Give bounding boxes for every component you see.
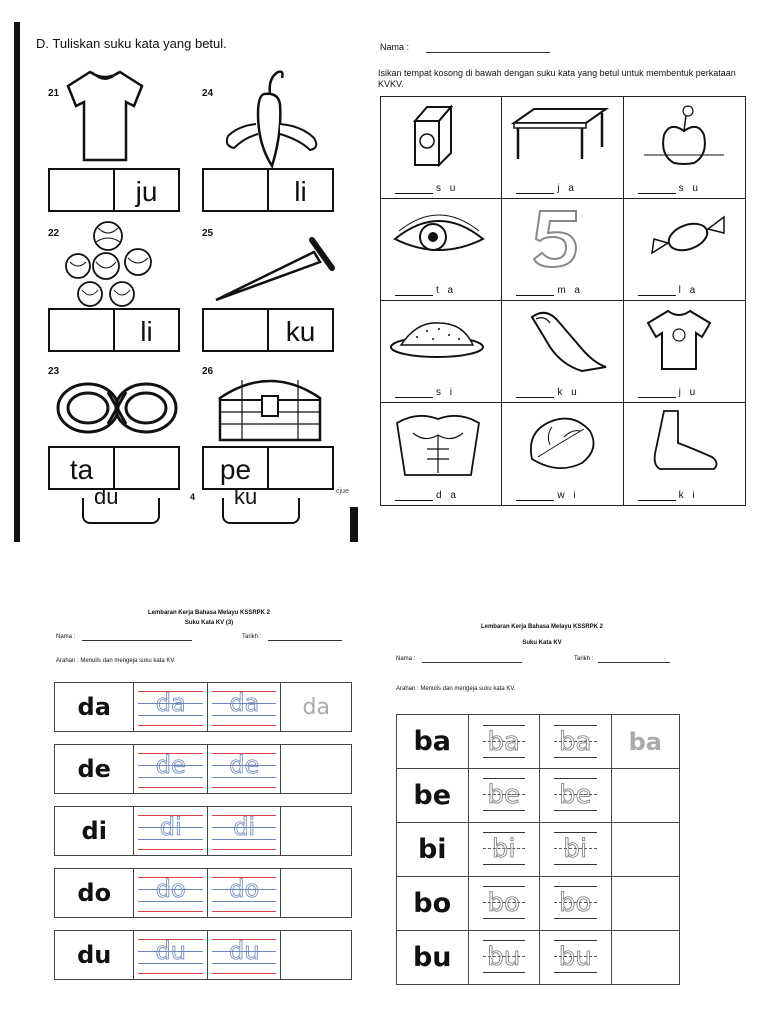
free-write-cell[interactable]: [281, 683, 351, 731]
name-input-line[interactable]: [426, 52, 550, 53]
syllable-model: [55, 807, 134, 855]
syllable-text: da: [77, 693, 111, 721]
answer-line: w i: [516, 490, 578, 501]
traceable-syllable: bo: [487, 888, 520, 918]
given-syllable: li: [267, 170, 332, 210]
answer-blank[interactable]: [638, 193, 676, 194]
guide-line: [483, 778, 526, 779]
answer-line: k u: [516, 387, 579, 398]
guide-line: [138, 849, 203, 850]
guide-line: [483, 832, 526, 833]
guide-line: [554, 940, 597, 941]
answer-line: j a: [516, 183, 577, 194]
grid-cell: [624, 403, 745, 505]
answer-blank[interactable]: [395, 397, 433, 398]
free-write-cell[interactable]: [281, 869, 351, 917]
rope-illustration: [52, 372, 182, 442]
candy-icon: [644, 205, 734, 265]
date-label: Tarikh :: [242, 634, 262, 640]
given-syllable: ta: [69, 454, 94, 485]
tracing-cell[interactable]: [134, 869, 208, 917]
picture-grid: [380, 96, 746, 506]
guide-line: [554, 972, 597, 973]
answer-blank[interactable]: [638, 500, 676, 501]
guide-line: [554, 864, 597, 865]
tracing-row: [396, 822, 680, 877]
tracing-cell[interactable]: [208, 931, 282, 979]
grid-cell: [624, 199, 745, 301]
traceable-syllable: di: [233, 813, 256, 841]
grid-cell: [502, 199, 623, 301]
traceable-syllable: bo: [559, 888, 592, 918]
answer-blank[interactable]: [516, 193, 554, 194]
tracing-cell[interactable]: [208, 683, 282, 731]
grid-cell: [624, 97, 745, 199]
tracing-row: [396, 930, 680, 985]
free-write-cell[interactable]: [612, 768, 680, 822]
table-icon: [510, 103, 610, 163]
traceable-syllable: bu: [558, 942, 592, 972]
tracing-cell[interactable]: [540, 930, 612, 984]
gray-sample-syllable: da: [302, 694, 330, 720]
syllable-model: [397, 715, 469, 768]
answer-line: j u: [638, 387, 699, 398]
guide-line: [212, 787, 277, 788]
right-border-bar: [350, 507, 358, 542]
milk-carton-icon: [401, 103, 471, 169]
free-write-cell[interactable]: [281, 745, 351, 793]
blank-syllable-slot[interactable]: [50, 310, 113, 350]
syllable-model: [55, 869, 134, 917]
given-syllable: li: [113, 310, 178, 350]
syllable-text: be: [413, 779, 452, 811]
syllable-model: [55, 683, 134, 731]
tracing-row: [54, 930, 352, 980]
traceable-syllable: be: [559, 780, 592, 810]
cabbage-icon: [522, 409, 602, 475]
worksheet-kvkv-fill-in: [378, 38, 754, 506]
guide-line: [138, 973, 203, 974]
tracing-cell[interactable]: [208, 745, 282, 793]
given-syllable: ku: [267, 310, 332, 350]
answer-blank[interactable]: [516, 397, 554, 398]
syllable-text: bi: [417, 833, 447, 865]
syllable-model: [397, 876, 469, 930]
marbles-illustration: [62, 220, 162, 310]
guide-line: [483, 918, 526, 919]
given-syllable: pe: [219, 454, 252, 485]
answer-blank[interactable]: [395, 295, 433, 296]
answer-line: l a: [638, 285, 699, 296]
traceable-syllable: bi: [563, 834, 588, 864]
eye-icon: [389, 205, 489, 265]
free-write-cell[interactable]: [612, 930, 680, 984]
blank-syllable-slot[interactable]: [113, 448, 178, 488]
answer-blank[interactable]: [638, 397, 676, 398]
grid-cell: [624, 301, 745, 403]
traceable-syllable: do: [155, 875, 186, 903]
worksheet-syllable-boxes: [14, 22, 358, 542]
tracing-cell[interactable]: [469, 876, 541, 930]
free-write-cell[interactable]: [612, 876, 680, 930]
syllable-box: [202, 446, 334, 490]
free-write-cell[interactable]: [612, 822, 680, 876]
guide-line: [212, 849, 277, 850]
partial-box: du: [82, 498, 160, 524]
item-number: 26: [202, 366, 214, 377]
traceable-syllable: de: [155, 751, 186, 779]
name-input-line[interactable]: [422, 662, 522, 663]
grid-cell: [502, 301, 623, 403]
worksheet-title: Lembaran Kerja Bahasa Melayu KSSRPK 2: [480, 624, 604, 630]
guide-line: [554, 757, 597, 758]
blank-syllable-slot[interactable]: [204, 310, 267, 350]
date-input-line[interactable]: [268, 640, 342, 641]
guide-line: [554, 886, 597, 887]
guide-line: [138, 787, 203, 788]
syllable-model: [397, 768, 469, 822]
syllable-text: bo: [413, 887, 452, 919]
item-number: 22: [48, 228, 60, 239]
free-write-cell[interactable]: [281, 931, 351, 979]
syllable-model: [55, 931, 134, 979]
free-write-cell[interactable]: [612, 715, 680, 768]
blank-syllable-slot[interactable]: [204, 170, 267, 210]
guide-line: [483, 864, 526, 865]
chili-illustration: [218, 64, 328, 170]
given-syllable: ju: [113, 170, 178, 210]
guide-line: [554, 832, 597, 833]
answer-line: m a: [516, 285, 583, 296]
answer-blank[interactable]: [638, 295, 676, 296]
tracing-cell[interactable]: [469, 930, 541, 984]
guide-line: [483, 886, 526, 887]
guide-line: [212, 973, 277, 974]
free-write-cell[interactable]: [281, 807, 351, 855]
grid-cell: [381, 97, 502, 199]
grid-cell: [502, 97, 623, 199]
name-input-line[interactable]: [82, 640, 192, 641]
tracing-cell[interactable]: [208, 807, 282, 855]
tracing-row: [54, 682, 352, 732]
tracing-cell[interactable]: [208, 869, 282, 917]
worksheet-syllable-tracing-d: [52, 600, 366, 1020]
syllable-text: bu: [412, 941, 452, 973]
tracing-cell[interactable]: [469, 768, 541, 822]
tracing-row: [396, 876, 680, 931]
name-label: Nama :: [380, 42, 410, 52]
tracing-cell[interactable]: [540, 876, 612, 930]
traceable-syllable: de: [229, 751, 260, 779]
page-number: 4: [190, 492, 196, 502]
answer-blank[interactable]: [516, 500, 554, 501]
guide-line: [554, 778, 597, 779]
tracing-cell[interactable]: [134, 931, 208, 979]
answer-blank[interactable]: [395, 193, 433, 194]
blank-syllable-slot[interactable]: [267, 448, 332, 488]
traceable-syllable: bi: [491, 834, 516, 864]
syllable-text: du: [77, 941, 112, 969]
tracing-row: [54, 744, 352, 794]
syllable-box: [48, 308, 180, 352]
apple-icon: [644, 103, 724, 169]
worksheet-a-title: D. Tuliskan suku kata yang betul.: [36, 36, 227, 51]
answer-line: k i: [638, 490, 698, 501]
gray-sample-syllable: ba: [628, 727, 662, 756]
item-number: 24: [202, 88, 214, 99]
credit-mark: cjue: [336, 488, 349, 495]
rice-plate-icon: [387, 307, 487, 367]
syllable-box: [48, 168, 180, 212]
syllable-box: [202, 168, 334, 212]
guide-line: [554, 725, 597, 726]
worksheet-subtitle: Suku Kata KV: [522, 640, 562, 646]
traceable-syllable: ba: [559, 727, 592, 757]
guide-line: [212, 911, 277, 912]
instruction-text: Isikan tempat kosong di bawah dengan suku kata yang betul untuk membentuk perkataan KVKV.: [378, 68, 736, 89]
guide-line: [483, 972, 526, 973]
answer-line: s u: [395, 183, 458, 194]
traceable-syllable: do: [229, 875, 260, 903]
partial-box: ku: [222, 498, 300, 524]
syllable-text: de: [77, 755, 111, 783]
answer-blank[interactable]: [395, 500, 433, 501]
guide-line: [138, 725, 203, 726]
syllable-model: [397, 930, 469, 984]
worksheet-subtitle: Suku Kata KV (3): [184, 620, 234, 626]
shirt-icon: [644, 307, 714, 371]
left-border-bar: [14, 22, 20, 542]
tracing-row: [396, 714, 680, 769]
tracing-row: [54, 806, 352, 856]
syllable-text: ba: [413, 726, 452, 757]
guide-line: [483, 810, 526, 811]
worksheet-syllable-tracing-b: [392, 618, 692, 998]
syllable-text: di: [81, 817, 107, 845]
name-label: Nama :: [56, 634, 76, 640]
tracing-cell[interactable]: [134, 683, 208, 731]
guide-line: [483, 940, 526, 941]
guide-line: [554, 918, 597, 919]
traceable-syllable: di: [159, 813, 182, 841]
nail-illustration: [210, 234, 340, 306]
blank-syllable-slot[interactable]: [50, 170, 113, 210]
tracing-cell[interactable]: [540, 768, 612, 822]
guide-line: [554, 810, 597, 811]
item-number: 21: [48, 88, 60, 99]
grid-cell: [381, 301, 502, 403]
guide-line: [483, 725, 526, 726]
number-five-icon: [522, 205, 592, 271]
item-number: 23: [48, 366, 60, 377]
grid-cell: [381, 403, 502, 505]
syllable-box: [202, 308, 334, 352]
treasure-chest-illustration: [214, 368, 326, 444]
traceable-syllable: da: [155, 689, 186, 717]
answer-line: s u: [638, 183, 701, 194]
finger-icon: [522, 307, 612, 373]
guide-line: [212, 725, 277, 726]
traceable-syllable: da: [229, 689, 260, 717]
traceable-syllable: bu: [487, 942, 521, 972]
traceable-syllable: du: [228, 937, 260, 965]
traceable-syllable: ba: [487, 727, 520, 757]
tracing-cell[interactable]: [134, 745, 208, 793]
syllable-model: [55, 745, 134, 793]
chest-muscles-icon: [393, 409, 483, 477]
tracing-cell[interactable]: [134, 807, 208, 855]
grid-cell: [381, 199, 502, 301]
guide-line: [138, 911, 203, 912]
traceable-syllable: be: [487, 780, 520, 810]
instruction-text: Arahan : Menulis dan mengeja suku kata KV.: [56, 658, 176, 664]
tracing-cell[interactable]: [469, 715, 541, 768]
answer-line: d a: [395, 490, 459, 501]
traceable-syllable: du: [155, 937, 186, 965]
worksheet-title: Lembaran Kerja Bahasa Melayu KSSRPK 2: [147, 610, 271, 616]
date-input-line[interactable]: [598, 662, 670, 663]
syllable-model: [397, 822, 469, 876]
grid-cell: [502, 403, 623, 505]
syllable-text: do: [77, 879, 112, 907]
tracing-cell[interactable]: [540, 822, 612, 876]
tshirt-illustration: [62, 64, 148, 164]
tracing-cell[interactable]: [469, 822, 541, 876]
tracing-row: [396, 768, 680, 823]
name-label: Nama :: [396, 656, 416, 662]
guide-line: [483, 757, 526, 758]
date-label: Tarikh :: [574, 656, 594, 662]
answer-line: s i: [395, 387, 455, 398]
tracing-row: [54, 868, 352, 918]
answer-blank[interactable]: [516, 295, 554, 296]
instruction-text: Arahan : Menulis dan mengeja suku kata KV.: [396, 686, 516, 692]
item-number: 25: [202, 228, 214, 239]
foot-icon: [644, 409, 724, 475]
answer-line: t a: [395, 285, 456, 296]
tracing-cell[interactable]: [540, 715, 612, 768]
